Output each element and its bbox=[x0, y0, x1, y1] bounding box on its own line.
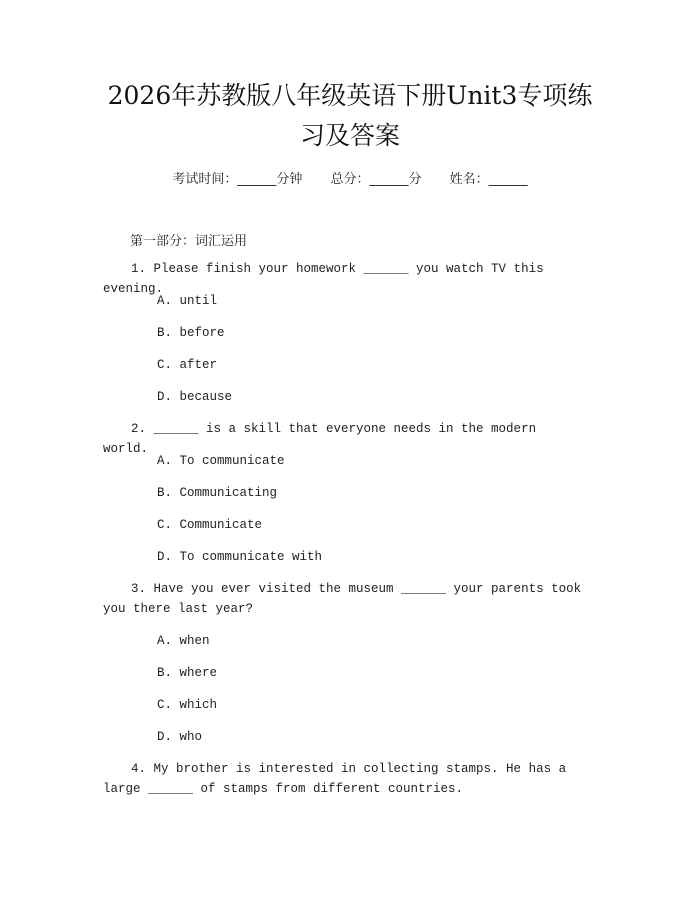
question-1-stem: 1. Please finish your homework ______ you watch TV this evening. bbox=[103, 262, 544, 296]
question-3-option-d: D. who bbox=[157, 730, 203, 744]
question-1-option-b: B. before bbox=[157, 326, 225, 340]
section-title: 第一部分：词汇运用 bbox=[130, 234, 248, 249]
question-1-option-d: D. because bbox=[157, 390, 233, 404]
question-1-option-a: A. until bbox=[157, 294, 218, 308]
question-3-option-a: A. when bbox=[157, 634, 210, 648]
question-2-option-a: A. To communicate bbox=[157, 454, 285, 468]
question-3-option-c: C. which bbox=[157, 698, 218, 712]
question-3-stem: 3. Have you ever visited the museum ______ your parents took you there last year? bbox=[103, 582, 582, 616]
question-4-stem: 4. My brother is interested in collecting stamps. He has a large ______ of stamps from different countries. bbox=[103, 762, 567, 796]
page-title: 2026年苏教版八年级英语下册Unit3专项练习及答案 bbox=[107, 81, 593, 150]
total-score: 总分：______分 bbox=[330, 172, 422, 187]
student-name: 姓名：______ bbox=[449, 172, 528, 187]
question-2-option-b: B. Communicating bbox=[157, 486, 278, 500]
question-2-option-c: C. Communicate bbox=[157, 518, 263, 532]
question-1-option-c: C. after bbox=[157, 358, 218, 372]
question-3-option-b: B. where bbox=[157, 666, 218, 680]
question-2-stem: 2. ______ is a skill that everyone needs in the modern world. bbox=[103, 422, 537, 456]
exam-info bbox=[0, 168, 700, 187]
question-2-option-d: D. To communicate with bbox=[157, 550, 323, 564]
exam-time: 考试时间：______分钟 bbox=[172, 172, 303, 187]
